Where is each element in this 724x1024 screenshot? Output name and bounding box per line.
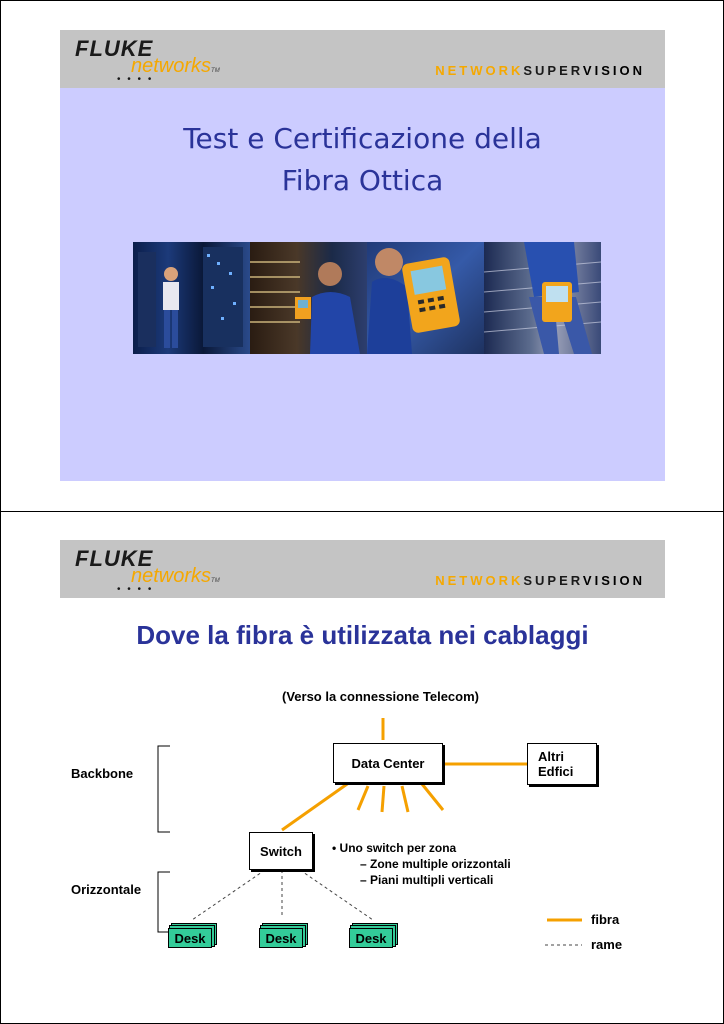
logo-tm: TM xyxy=(211,578,220,584)
logo-dots: • • • • xyxy=(117,584,154,595)
altri-edifici-line-2: Edfici xyxy=(538,764,574,779)
fiber-stub xyxy=(422,784,443,810)
tagline-network: NETWORK xyxy=(435,63,524,78)
slide-1-title xyxy=(60,118,665,202)
switch-label: Switch xyxy=(260,843,302,859)
orizzontale-label: Orizzontale xyxy=(71,882,142,897)
backbone-label: Backbone xyxy=(71,766,134,781)
header-bar xyxy=(60,30,665,88)
altri-edifici-line-1: Altri xyxy=(538,749,564,764)
tagline-vision: VISION xyxy=(582,573,645,588)
fluke-logo: FLUKE xyxy=(75,546,154,571)
tagline-super: SUPER xyxy=(523,63,583,78)
tagline-network: NETWORK xyxy=(435,573,524,588)
logo-dots: • • • • xyxy=(117,74,154,85)
fiber-stub xyxy=(402,786,408,812)
bullet-sub-1: – Zone multiple orizzontali xyxy=(360,857,511,871)
orizzontale-bracket xyxy=(158,872,170,932)
fiber-to-switch xyxy=(282,782,350,830)
copper-to-desk-1 xyxy=(192,870,265,920)
bullet-main: • Uno switch per zona xyxy=(332,841,457,855)
desk-2: Desk xyxy=(259,928,303,948)
telecom-label: (Verso la connessione Telecom) xyxy=(282,689,479,704)
tagline-super: SUPER xyxy=(523,573,583,588)
bullet-sub-2: – Piani multipli verticali xyxy=(360,873,494,887)
photo-strip xyxy=(133,242,601,354)
tagline-vision: VISION xyxy=(582,63,645,78)
legend-fibra-label: fibra xyxy=(591,912,620,927)
photo-technician-rack xyxy=(250,242,367,354)
fiber-stub xyxy=(358,786,368,810)
fiber-stub xyxy=(382,786,384,812)
fluke-logo: FLUKE xyxy=(75,36,154,61)
tagline xyxy=(435,63,645,78)
slide-1 xyxy=(60,30,665,481)
data-center-label: Data Center xyxy=(351,755,425,771)
slide-1-body xyxy=(60,88,665,481)
slide-2 xyxy=(60,540,665,1010)
desk-1: Desk xyxy=(168,928,212,948)
photo-field-tester xyxy=(484,242,601,354)
slide-2-title: Dove la fibra è utilizzata nei cablaggi xyxy=(136,620,589,650)
legend-rame-label: rame xyxy=(591,937,623,952)
photo-datacenter xyxy=(133,242,250,354)
backbone-bracket xyxy=(158,746,170,832)
photo-tester-device xyxy=(367,242,484,354)
networks-logo-text: networks xyxy=(131,55,212,77)
altri-edifici-box xyxy=(527,743,597,785)
networks-logo-text: networks xyxy=(131,565,212,587)
logo-tm: TM xyxy=(211,68,220,74)
title-line-2: Fibra Ottica xyxy=(281,164,444,197)
title-line-1: Test e Certificazione della xyxy=(183,122,542,155)
desk-3: Desk xyxy=(349,928,393,948)
switch-box xyxy=(249,832,313,870)
switch-notes xyxy=(332,840,511,888)
data-center-box xyxy=(333,743,443,783)
